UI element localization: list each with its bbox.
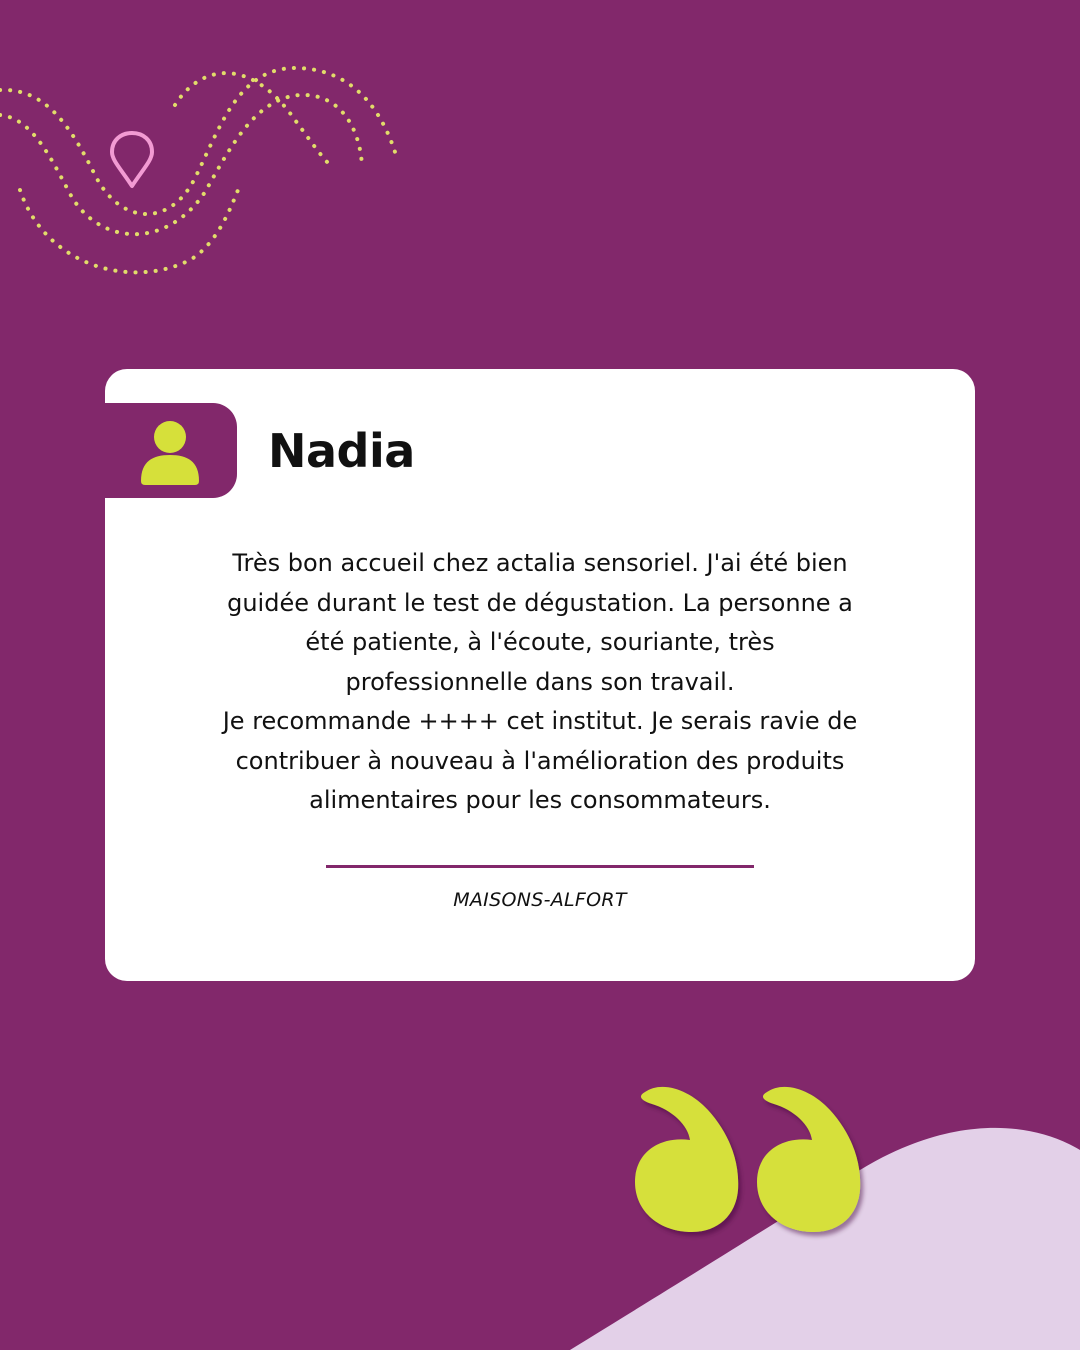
reviewer-name: Nadia	[268, 424, 415, 478]
reviewer-location: MAISONS-ALFORT	[453, 889, 627, 911]
review-text: Très bon accueil chez actalia sensoriel. J'ai été bien guidée durant le test de dégustation. La personne a été patiente, à l'écoute, souriante, très professionnelle dans son travail. Je recommande ++++ cet institut. Je serais ravie de contribuer à nouveau à l'amélioration des produits alimentaires pour les consommateurs.	[222, 549, 858, 814]
